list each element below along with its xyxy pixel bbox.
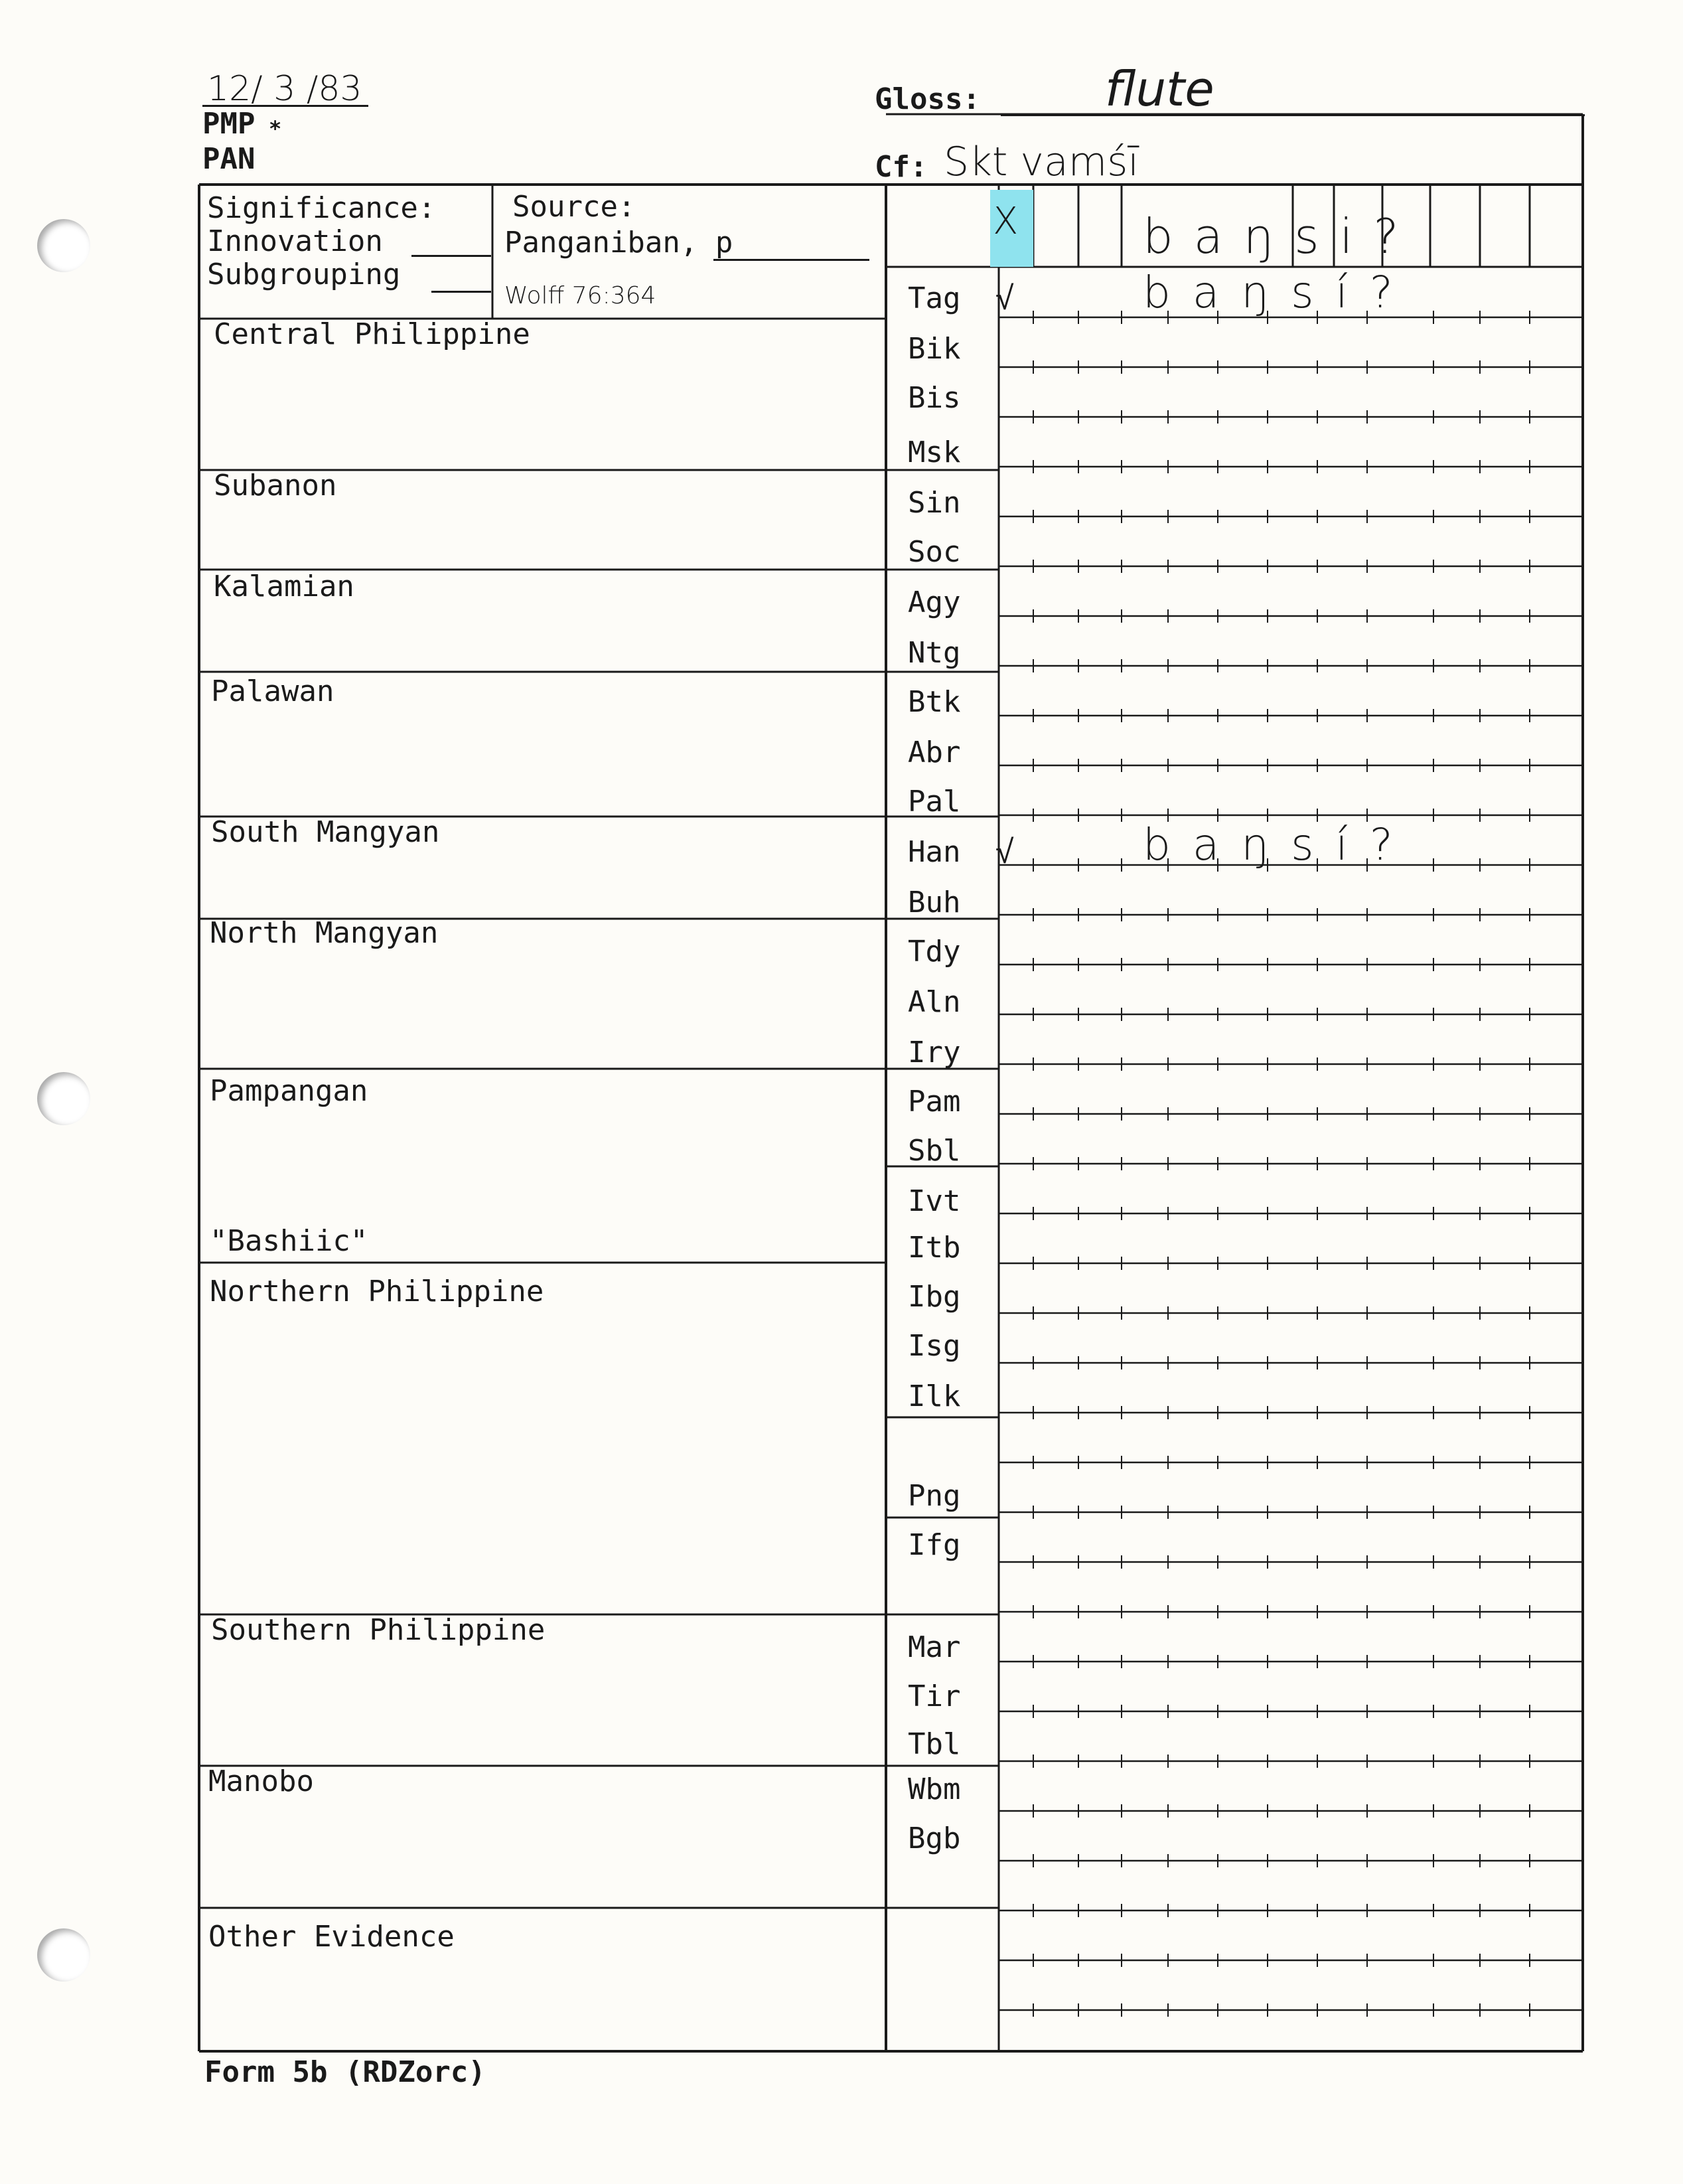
lang-sbl: Sbl bbox=[908, 1134, 961, 1168]
lang-ntg: Ntg bbox=[908, 636, 961, 670]
lang-itb: Itb bbox=[908, 1231, 961, 1265]
lang-buh: Buh bbox=[908, 886, 961, 919]
source-page-blank bbox=[713, 259, 869, 261]
lang-ibg: Ibg bbox=[908, 1280, 961, 1314]
lang-iry: Iry bbox=[908, 1036, 961, 1069]
pan-label: PAN bbox=[202, 142, 256, 176]
lang-btk: Btk bbox=[908, 685, 961, 719]
lang-bis: Bis bbox=[908, 381, 961, 415]
lang-han: Han bbox=[908, 835, 961, 869]
group-kalamian: Kalamian bbox=[214, 570, 354, 603]
innovation-label: Innovation bbox=[207, 224, 383, 258]
date-handwritten: 12/ 3 /83 bbox=[207, 69, 362, 109]
lang-tbl: Tbl bbox=[908, 1727, 961, 1761]
lang-ifg: Ifg bbox=[908, 1528, 961, 1562]
lang-ivt: Ivt bbox=[908, 1184, 961, 1218]
group-south-mangyan: South Mangyan bbox=[211, 815, 440, 849]
pmp-label: PMP bbox=[202, 107, 256, 141]
lang-bgb: Bgb bbox=[908, 1822, 961, 1855]
group-pampangan: Pampangan bbox=[210, 1074, 368, 1108]
form-footer: Form 5b (RDZorc) bbox=[204, 2055, 486, 2089]
lang-wbm: Wbm bbox=[908, 1772, 961, 1806]
source-note: Wolff 76:364 bbox=[504, 282, 656, 309]
star-mark: * bbox=[269, 116, 282, 141]
group-southern-philippine: Southern Philippine bbox=[211, 1613, 546, 1647]
entry-han-check: √ bbox=[995, 832, 1014, 871]
lang-tag: Tag bbox=[908, 281, 961, 315]
lang-png: Png bbox=[908, 1479, 961, 1513]
lang-abr: Abr bbox=[908, 736, 961, 769]
entry-tag-check: √ bbox=[995, 279, 1014, 317]
significance-label: Significance: bbox=[207, 191, 436, 225]
gloss-value: flute bbox=[1105, 61, 1214, 117]
gloss-underline bbox=[1001, 114, 1585, 116]
source-label: Source: bbox=[512, 190, 636, 224]
reconstruction-form: b a ŋ s i ? bbox=[1143, 208, 1402, 264]
group-bashiic: "Bashiic" bbox=[210, 1224, 368, 1258]
group-subanon: Subanon bbox=[214, 469, 337, 503]
entry-han-form: b a ŋ s í ? bbox=[1143, 819, 1397, 870]
group-central-philippine: Central Philippine bbox=[214, 317, 530, 351]
reconstruction-mark: X bbox=[993, 200, 1019, 243]
source-value: Panganiban, p bbox=[504, 226, 733, 260]
lang-pam: Pam bbox=[908, 1085, 961, 1119]
lang-ilk: Ilk bbox=[908, 1379, 961, 1413]
group-palawan: Palawan bbox=[211, 674, 334, 708]
lang-soc: Soc bbox=[908, 535, 961, 569]
group-manobo: Manobo bbox=[208, 1764, 314, 1798]
group-northern-philippine: Northern Philippine bbox=[210, 1275, 544, 1308]
innovation-blank bbox=[411, 255, 491, 257]
cf-label: Cf: bbox=[875, 150, 928, 184]
lang-agy: Agy bbox=[908, 585, 961, 619]
gloss-label: Gloss: bbox=[875, 82, 980, 116]
lang-msk: Msk bbox=[908, 435, 961, 469]
lang-pal: Pal bbox=[908, 785, 961, 819]
lang-tdy: Tdy bbox=[908, 935, 961, 969]
entry-tag-form: b a ŋ s í ? bbox=[1143, 267, 1397, 318]
cf-value: Skt vamśī bbox=[944, 139, 1139, 185]
lang-tir: Tir bbox=[908, 1679, 961, 1713]
lang-mar: Mar bbox=[908, 1630, 961, 1664]
subgrouping-label: Subgrouping bbox=[207, 258, 401, 291]
lang-sin: Sin bbox=[908, 486, 961, 520]
group-north-mangyan: North Mangyan bbox=[210, 916, 439, 950]
lang-bik: Bik bbox=[908, 332, 961, 366]
lang-isg: Isg bbox=[908, 1329, 961, 1363]
lang-aln: Aln bbox=[908, 985, 961, 1019]
subgrouping-blank bbox=[431, 291, 491, 293]
group-other-evidence: Other Evidence bbox=[208, 1920, 455, 1954]
